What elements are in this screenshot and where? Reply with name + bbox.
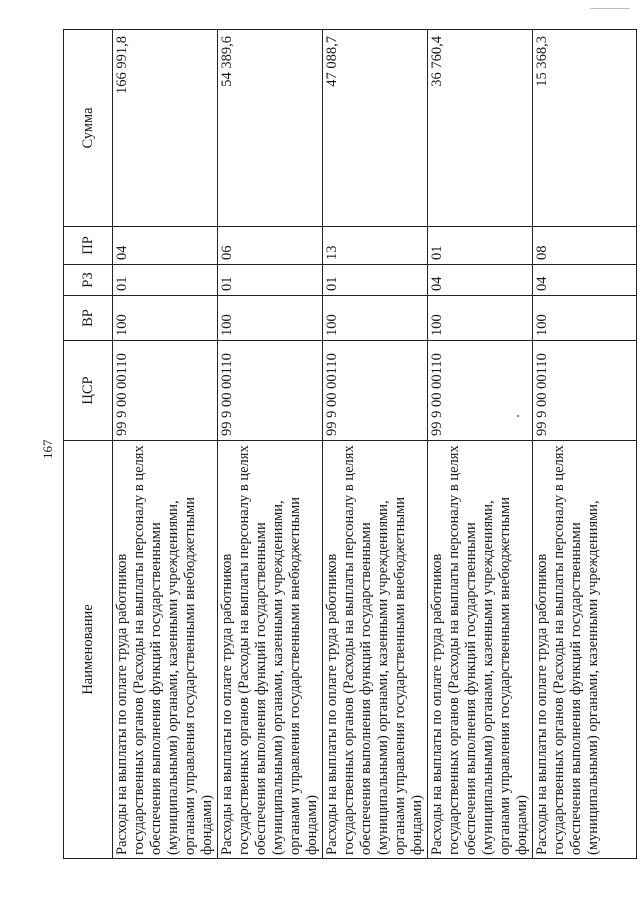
row-vr: 100 [218,296,323,341]
table-row [428,30,533,859]
row-vr: 100 [428,296,533,341]
row-pr: 13 [323,227,428,265]
header-sum: Сумма [64,30,113,227]
row-rz: 04 [533,265,637,296]
row-name: Расходы на выплаты по оплате труда работников государственных органов (Расходы на выплаты персоналу в целях обеспечения выполнения функций государственными (муниципальными) органами, казенными учреждениями, органами управления государственными внебюджетными фондами) [323,441,428,859]
row-rz: 01 [323,265,428,296]
header-name: Наименование [64,441,113,859]
row-sum: 47 088,7 [323,30,428,227]
row-pr: 01 [428,227,533,265]
page-number: 167 [40,439,55,459]
row-sum: 36 760,4 [428,30,533,227]
row-csr: 99 9 00 00110 [218,341,323,441]
header-rz: РЗ [64,265,113,296]
row-rz: 01 [218,265,323,296]
table-row [218,30,323,859]
row-csr: 99 9 00 00110 [533,341,637,441]
scan-speck [517,415,519,417]
header-csr: ЦСР [64,341,113,441]
header-vr: ВР [64,296,113,341]
scan-artifact [590,8,630,9]
row-csr: 99 9 00 00110 [113,341,218,441]
row-csr: 99 9 00 00110 [428,341,533,441]
row-pr: 04 [113,227,218,265]
table-header-row [64,30,113,859]
row-vr: 100 [323,296,428,341]
budget-table [63,29,637,859]
row-pr: 08 [533,227,637,265]
row-pr: 06 [218,227,323,265]
row-sum: 15 368,3 [533,30,637,227]
table-row [533,30,637,859]
row-name: Расходы на выплаты по оплате труда работников государственных органов (Расходы на выплаты персоналу в целях обеспечения выполнения функций государственными (муниципальными) органами, казенными учреждениями, органами управления государственными внебюджетными фондами) [218,441,323,859]
row-name: Расходы на выплаты по оплате труда работников государственных органов (Расходы на выплаты персоналу в целях обеспечения выполнения функций государственными (муниципальными) органами, казенными учреждениями, органами управления государственными внебюджетными фондами) [113,441,218,859]
row-rz: 04 [428,265,533,296]
header-pr: ПР [64,227,113,265]
row-sum: 166 991,8 [113,30,218,227]
row-vr: 100 [113,296,218,341]
table-row [323,30,428,859]
row-sum: 54 389,6 [218,30,323,227]
row-rz: 01 [113,265,218,296]
row-vr: 100 [533,296,637,341]
row-name: Расходы на выплаты по оплате труда работников государственных органов (Расходы на выплаты персоналу в целях обеспечения выполнения функций государственными (муниципальными) органами, казенными учреждениями, органами управления государственными внебюджетными фондами) [428,441,533,859]
table-row [113,30,218,859]
row-name: Расходы на выплаты по оплате труда работников государственных органов (Расходы на выплаты персоналу в целях обеспечения выполнения функций государственными (муниципальными) органами, казенными учреждениями, [533,441,637,859]
row-csr: 99 9 00 00110 [323,341,428,441]
